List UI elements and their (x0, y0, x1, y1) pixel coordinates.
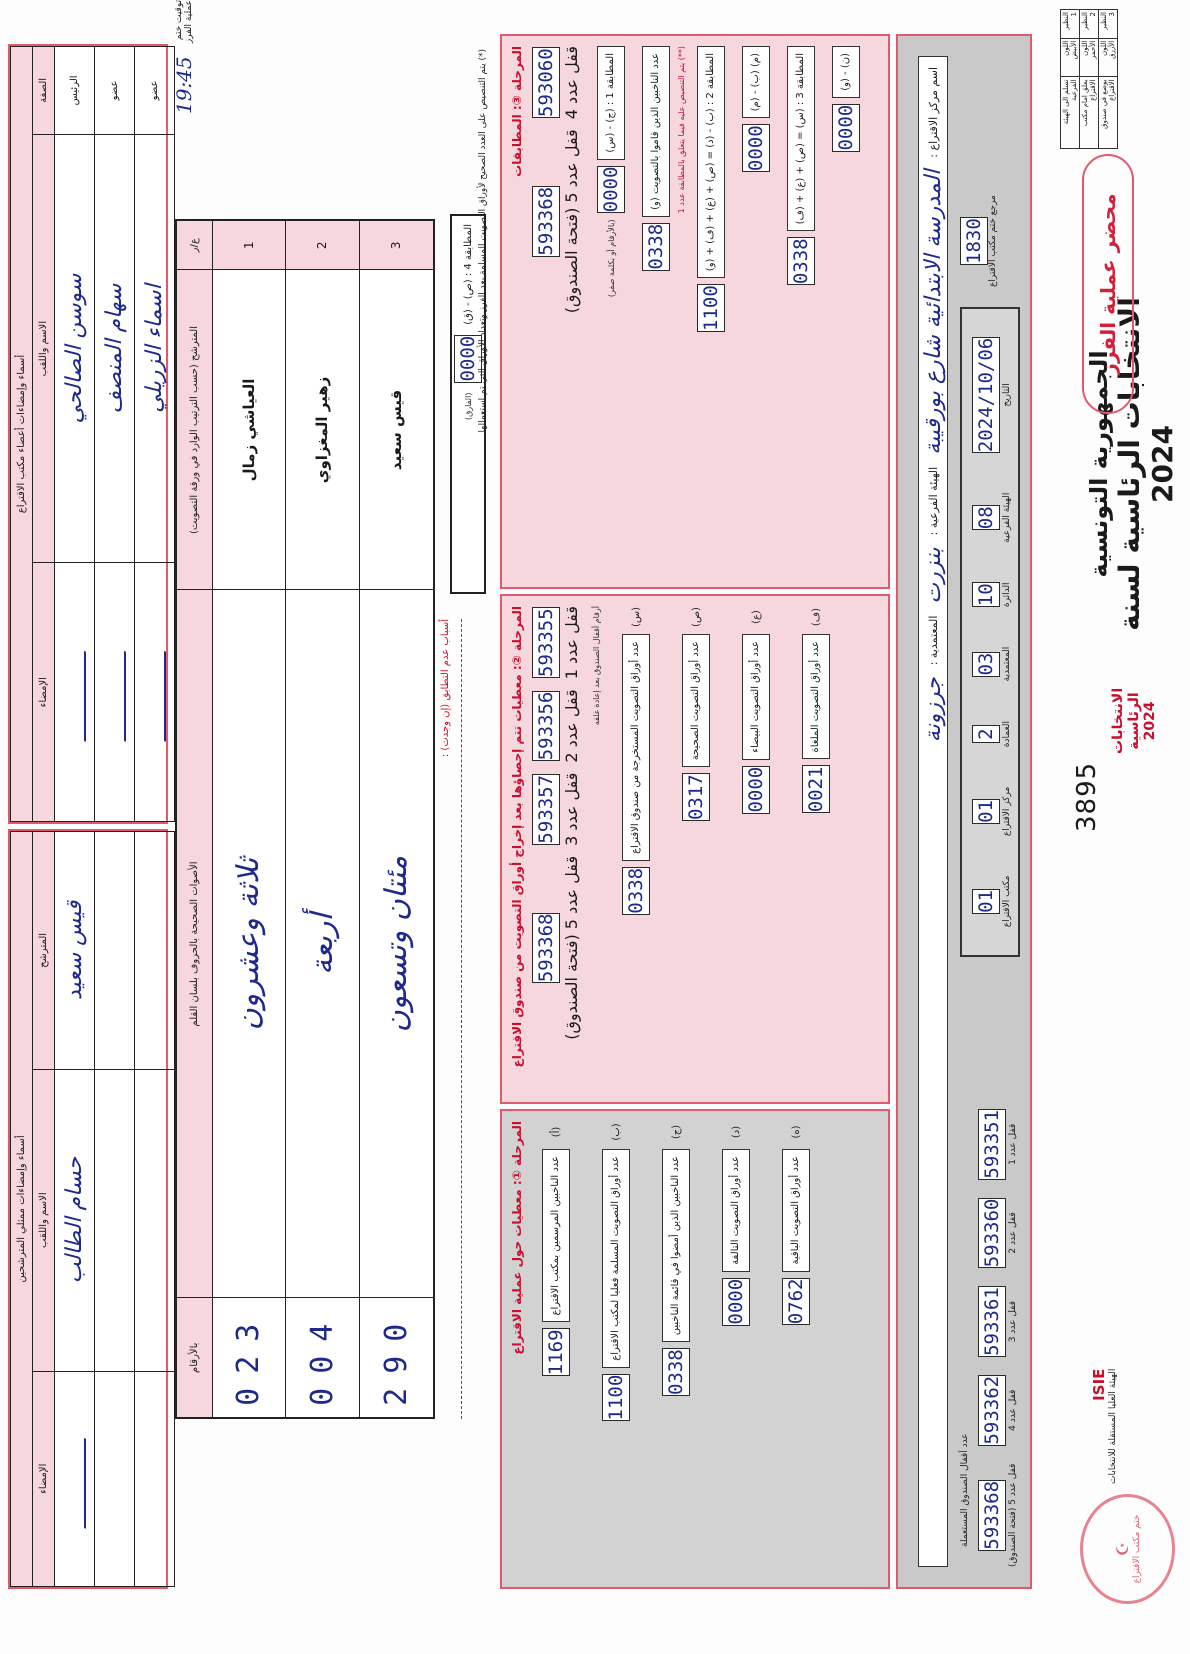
table-row: 2 زهير المغزاوي أربعة 004 (286, 220, 360, 1418)
section-2: المرحلة ②: معطيات تتم إحصاؤها بعد إخراج أوراق التصويت من صندوق الاقتراع 593355 قفل عدد 1 593356 قفل عدد 2 593357 قفل عدد 3 593368 قفل عدد 5 (فتحة الصندوق) أرقام أقفال الصندوق بعد إعادة غلقه (س) عدد أوراق التصويت المستخرجة من صندوق الاقتراع 0338 (ص) عدد أوراق التصويت الصحيحة 0317 (ع) عدد أوراق التصويت البيضاء 0000 (ف) عدد أوراق التصويت الملغاة 0021 (500, 594, 890, 1104)
seal-stamp (1080, 1494, 1175, 1604)
s3-match-2: المطابقة 2 : (ب) - (د) = (ص) + (ع) + (ف) + (و) 1100 (697, 46, 725, 332)
elections-logo: الانتخابات الرئاسية 2024 (1110, 687, 1158, 754)
s1-line-a: (أ) عدد الناخبين المرسمين بمكتب الاقتراع 1169 (542, 1121, 570, 1376)
candidates-table (175, 219, 435, 1419)
table-row: 3 قيس سعيد مئتان وتسعون 290 (359, 220, 434, 1418)
s2-line-f: (ف) عدد أوراق التصويت الملغاة 0021 (802, 606, 830, 813)
table-row: قيس سعيد حسام الطالب (55, 832, 95, 1587)
s2-line-s: (س) عدد أوراق التصويت المستخرجة من صندوق الاقتراع 0338 (622, 606, 650, 915)
s3-voters: عدد الناخبين الذين قاموا بالتصويت (و) 0338 (642, 46, 670, 271)
table-row (95, 832, 135, 1587)
seal-label: ختم مكتب الاقتراع (1132, 1514, 1142, 1584)
section-3: المرحلة ③: المطابقات 593060 قفل عدد 4 593368 قفل عدد 5 (فتحة الصندوق) المطابقة 1 : (ج) - (س) 0000 (بالأرقام أو بكلمة صفر) عدد الناخبين الذين قاموا بالتصويت (و) 0338 (**) يتم التنصيص عليه فيما يتعلق بالمطابقة عدد 1 المطابقة 2 : (ب) - (د) = (ص) + (ع) + (ف) + (و) 1100 (م) (ب) - (م) 0000 المطابقة 3 : (س) = (ص) + (ع) + (ف) 0338 (ن) - (و) 0000 (500, 34, 890, 589)
observers-box: أسماء وإمضاءات ممثلي المترشحين المترشح الاسم واللقب الإمضاء قيس سعيد حسام الطالب (8, 829, 168, 1589)
page-number: 3895 (1072, 761, 1102, 832)
s1-line-b: (ب) عدد أوراق التصويت المسلمة فعليا لمكتب الاقتراع 1100 (602, 1121, 630, 1421)
col-words: الأصوات الصحيحة بالحروف بلسان القلم (176, 590, 212, 1298)
officials-box: أسماء وإمضاءات أعضاء مكتب الاقتراع الصفة الاسم واللقب الإمضاء الرئيس سوسن الصالحي عضو سهام المنصف عضو اسماء الزريلي (8, 44, 168, 824)
info-panel (896, 34, 1032, 1589)
serial-area: 1830 مرجع ختم مكتب الاقتراع (960, 195, 998, 287)
s1-line-d: (د) عدد أوراق التصويت التالفة 0000 (722, 1121, 750, 1326)
s3-match-1: المطابقة 1 : (ج) - (س) 0000 (بالأرقام أو بكلمة صفر) (597, 46, 625, 297)
s3-match-3: المطابقة 3 : (س) = (ص) + (ع) + (ف) 0338 (787, 46, 815, 285)
isie-logo: ISIE الهيئة العليا المستقلة للانتخابات (1090, 1368, 1118, 1484)
lock-5-value: 593368 (978, 1480, 1006, 1551)
s3-locks: 593060 قفل عدد 4 593368 قفل عدد 5 (فتحة الصندوق) (532, 46, 581, 313)
serial-value: 1830 (960, 217, 988, 265)
lock-4-value: 593362 (978, 1375, 1006, 1446)
location-row: اسم مركز الاقتراع : المدرسة الابتدائية شارع بورقيبة الهيئة الفرعية : بنزرت المعتمدية : جرزونة (918, 56, 948, 1567)
s1-line-e: (ه) عدد أوراق التصويت الباقية 0762 (782, 1121, 810, 1325)
table-row: الرئيس سوسن الصالحي (55, 47, 95, 822)
match-4-box: المطابقة 4 : (ص) - (ق) 0000 (الفارق) (450, 214, 486, 594)
signature-icon (100, 642, 126, 741)
lock-row: 593351 قفل عدد 1 593360 قفل عدد 2 593361 قفل عدد 3 593362 قفل عدد 4 593368 قفل عدد 5 (فتحة الصندوق) (978, 1109, 1018, 1567)
footnote: (*) يتم التنصيص على العدد الصحيح لأوراق التصويت المسلمة بعد الفرز وتعداد الأوراق التي تم استعمالها (478, 49, 488, 433)
col-num: ع/ر (176, 220, 212, 270)
lock-1-value: 593351 (978, 1109, 1006, 1180)
s1-line-c: (ج) عدد الناخبين الذين أمضوا في قائمة الناخبين 0338 (662, 1121, 690, 1396)
col-candidate: المترشح (حسب الترتيب الوارد في ورقة التصويت) (176, 270, 212, 590)
copies-legend: النظير 1 اللون الأبيض تسلم الى الهيئة الفرعية النظير 2 اللون الأحمر يعلق امام مكتب الاقتراع النظير 3 اللون الأزرق يوضع في صندوق الاقتراع (1060, 9, 1118, 149)
table-row: عضو اسماء الزريلي (135, 47, 175, 822)
closing-time: توقيت ختم عملية الفرز 19:45 (172, 0, 196, 114)
signature-icon (140, 642, 166, 741)
table-row: 1 العياشي زمال ثلاثة وعشرون 023 (212, 220, 286, 1418)
col-figs: بالأرقام (176, 1298, 212, 1418)
doc-title: محضر عملية الفرز (1082, 154, 1134, 414)
lock-numbers-1: عدد أقفال الصندوق المستعملة (960, 1433, 970, 1547)
signature-icon (60, 1429, 86, 1528)
table-row: عضو سهام المنصف (95, 47, 135, 822)
table-row (135, 832, 175, 1587)
polling-code-box: 01 مكتب الاقتراع 01 مركز الاقتراع 2 العمادة 03 المعتمدية 10 الدائرة 08 الهيئة الفرعية 2024/10/06 التاريخ (960, 307, 1020, 957)
s3-diff-2: (م) (ب) - (م) 0000 (742, 46, 770, 172)
s2-line-a: (ع) عدد أوراق التصويت البيضاء 0000 (742, 606, 770, 814)
flag-icon: ☪ (1113, 1541, 1132, 1557)
s2-line-p: (ص) عدد أوراق التصويت الصحيحة 0317 (682, 606, 710, 821)
s3-diff-3: (ن) - (و) 0000 (832, 46, 860, 152)
page-title: الجمهورية التونسية الانتخابات الرئاسية لسنة 2024 (1085, 297, 1179, 631)
lock-3-value: 593361 (978, 1286, 1006, 1357)
s2-locks: 593355 قفل عدد 1 593356 قفل عدد 2 593357 قفل عدد 3 593368 قفل عدد 5 (فتحة الصندوق) (532, 606, 581, 1040)
lock-2-value: 593360 (978, 1198, 1006, 1269)
reason-line: أسباب عدم التطابق (إن وجدت) : (440, 619, 462, 1419)
section-1: المرحلة ①: معطيات حول عملية الاقتراع (أ) عدد الناخبين المرسمين بمكتب الاقتراع 1169 (ب) عدد أوراق التصويت المسلمة فعليا لمكتب الاقتراع 1100 (ج) عدد الناخبين الذين أمضوا في قائمة الناخبين 0338 (د) عدد أوراق التصويت التالفة 0000 (ه) عدد أوراق التصويت الباقية 0762 (500, 1109, 890, 1589)
signature-icon (60, 642, 86, 741)
